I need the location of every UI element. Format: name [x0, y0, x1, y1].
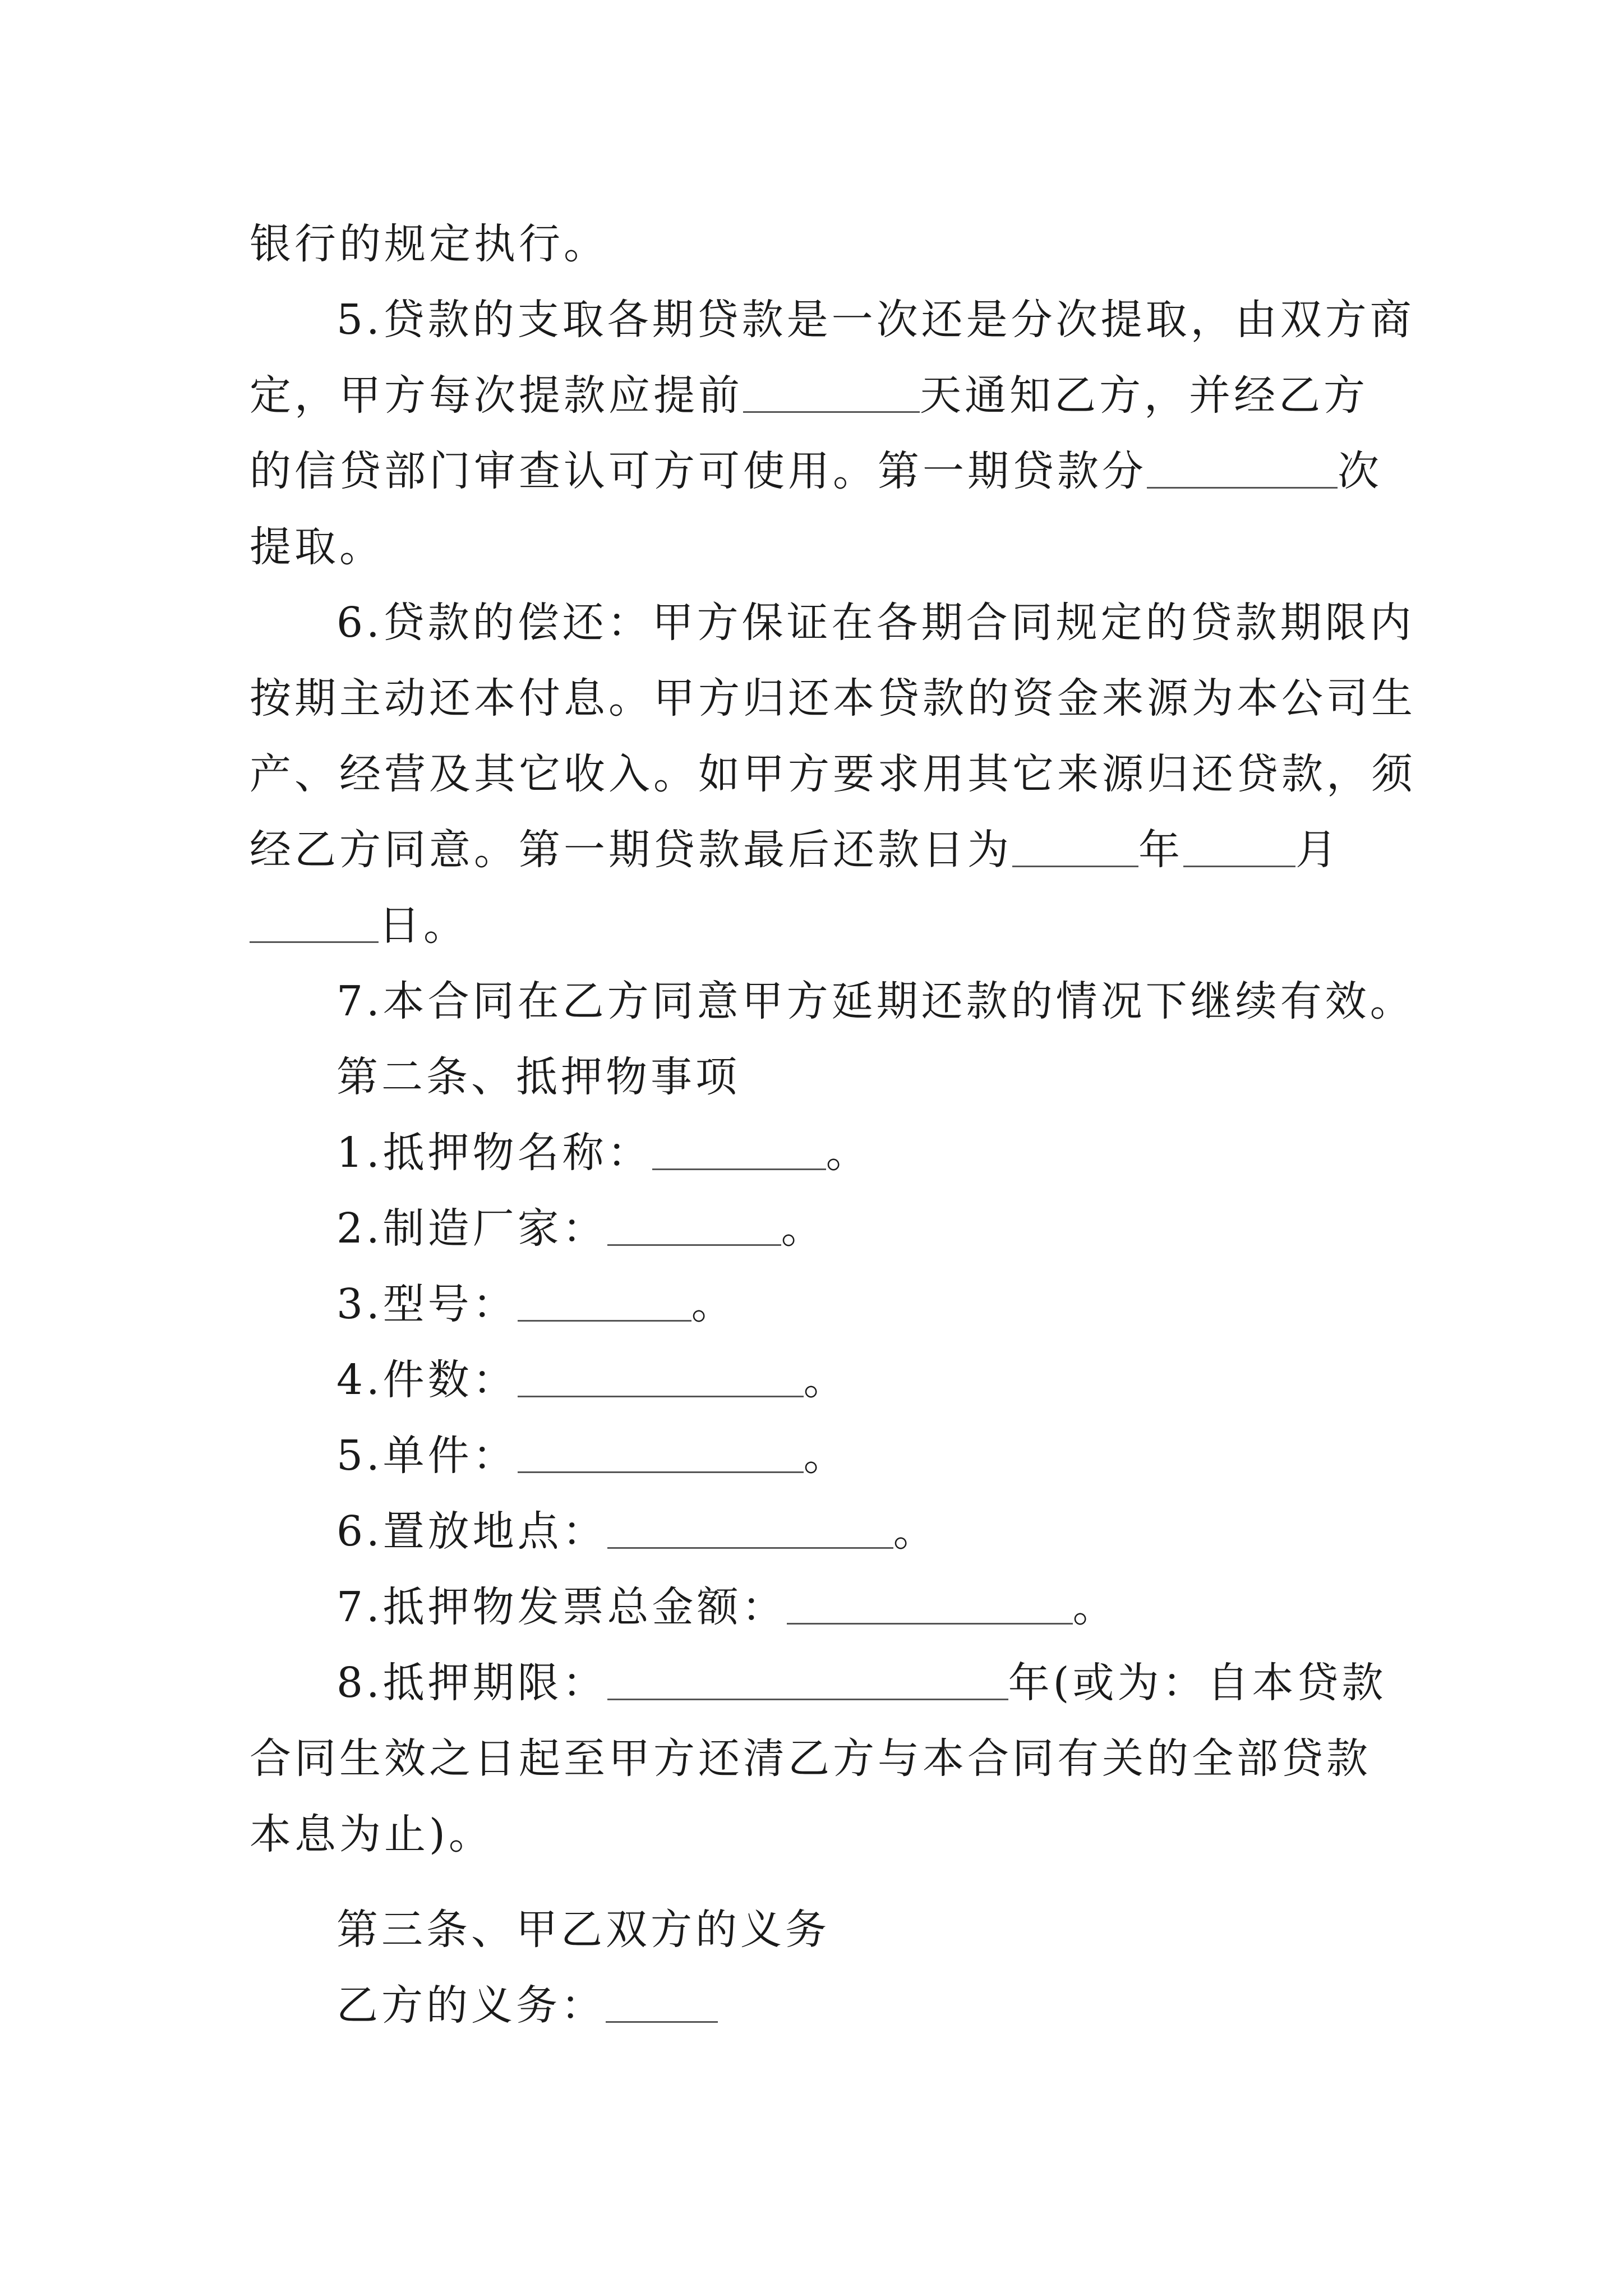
- party-b-obligations-line: 乙方的义务：: [336, 1977, 718, 2033]
- mortgage-term-line-3: 本息为止)。: [250, 1810, 494, 1858]
- clause-5-line-4: 提取。: [250, 523, 384, 571]
- mortgage-term-line-1: 8.抵押期限： 年(或为：自本贷款: [336, 1659, 1387, 1707]
- clause-5-line-2: 定，甲方每次提款应提前 天通知乙方，并经乙方: [250, 371, 1368, 420]
- blank-field[interactable]: [743, 372, 920, 413]
- blank-field[interactable]: [787, 1584, 1073, 1625]
- quantity-line: 4.件数： 。: [336, 1356, 849, 1404]
- blank-field[interactable]: [1147, 448, 1338, 489]
- manufacturer-line: 2.制造厂家： 。: [336, 1204, 826, 1253]
- clause-5-line-3: 的信贷部门审查认可方可使用。第一期贷款分 次: [250, 447, 1382, 495]
- clause-6-line-5: 日。: [250, 898, 468, 954]
- section-3-heading: 第三条、甲乙双方的义务: [336, 1906, 830, 1954]
- blank-field[interactable]: [1183, 826, 1295, 867]
- location-line: 6.置放地点： 。: [336, 1507, 938, 1556]
- clause-6-line-3: 产、经营及其它收入。如甲方要求用其它来源归还贷款，须: [250, 750, 1416, 798]
- blank-field[interactable]: [250, 902, 379, 943]
- blank-field[interactable]: [1012, 826, 1138, 867]
- clause-5-line-1: 5.贷款的支取各期贷款是一次还是分次提取，由双方商: [336, 296, 1415, 344]
- blank-field[interactable]: [607, 1659, 1008, 1700]
- clause-7-line: 7.本合同在乙方同意甲方延期还款的情况下继续有效。: [336, 977, 1415, 1025]
- clause-6-line-4: 经乙方同意。第一期贷款最后还款日为 年 月: [250, 826, 1340, 874]
- mortgage-term-line-2: 合同生效之日起至甲方还清乙方与本合同有关的全部贷款: [250, 1734, 1371, 1783]
- blank-field[interactable]: [518, 1281, 691, 1322]
- clause-6-line-1: 6.贷款的偿还：甲方保证在各期合同规定的贷款期限内: [336, 599, 1415, 647]
- collateral-name-line: 1.抵押物名称： 。: [336, 1129, 871, 1177]
- model-line: 3.型号： 。: [336, 1280, 736, 1328]
- invoice-amount-line: 7.抵押物发票总金额： 。: [336, 1583, 1118, 1631]
- blank-field[interactable]: [607, 1508, 893, 1549]
- blank-field[interactable]: [518, 1356, 804, 1397]
- blank-field[interactable]: [652, 1129, 826, 1170]
- paragraph-line: 银行的规定执行。: [250, 220, 608, 268]
- clause-6-line-2: 按期主动还本付息。甲方归还本贷款的资金来源为本公司生: [250, 674, 1416, 723]
- blank-field[interactable]: [606, 1982, 718, 2023]
- blank-field[interactable]: [607, 1205, 781, 1246]
- blank-field[interactable]: [518, 1432, 804, 1473]
- section-2-heading: 第二条、抵押物事项: [336, 1053, 740, 1101]
- unit-line: 5.单件： 。: [336, 1432, 849, 1480]
